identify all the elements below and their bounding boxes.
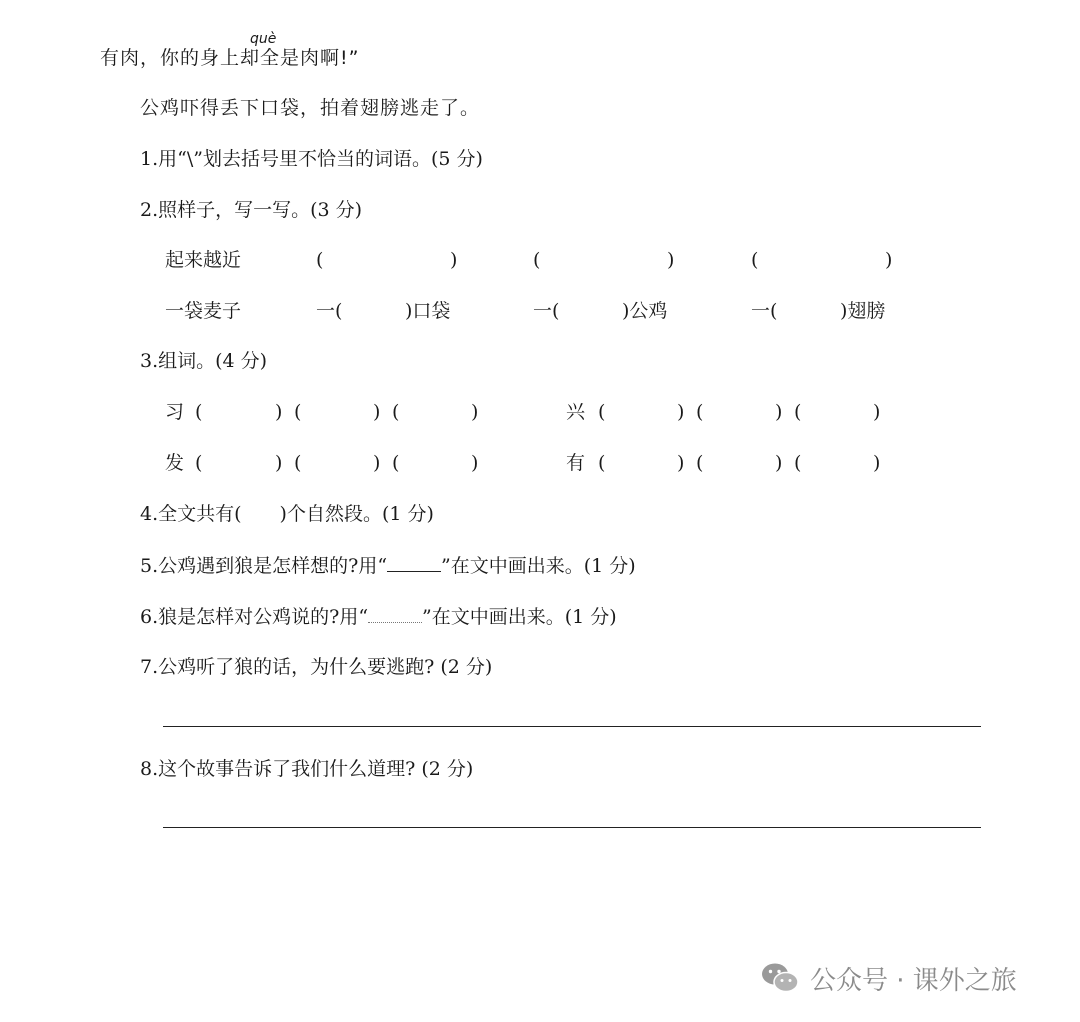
q3-paren: ) bbox=[471, 401, 479, 423]
q3-paren: ) bbox=[775, 401, 783, 423]
watermark-text: 公众号 · 课外之旅 bbox=[810, 965, 1017, 996]
answer-line-q7[interactable] bbox=[163, 726, 981, 727]
wavy-underline-sample bbox=[368, 604, 422, 623]
solid-underline-sample bbox=[387, 553, 441, 572]
q3-paren: ) bbox=[373, 401, 381, 423]
q2-blank-3-open: ( bbox=[751, 249, 759, 271]
q3-paren: ) bbox=[677, 401, 685, 423]
q3-paren: ( bbox=[696, 401, 704, 423]
q3-paren: ( bbox=[195, 401, 203, 423]
q3-paren: ) bbox=[677, 452, 685, 474]
q2-item-3-end: )翅膀 bbox=[840, 300, 886, 322]
q2-example-1: 起来越近 bbox=[165, 249, 242, 271]
question-6 bbox=[140, 604, 617, 629]
q3-paren: ) bbox=[275, 452, 283, 474]
q2-item-2-end: )公鸡 bbox=[622, 300, 668, 322]
q2-blank-3-close: ) bbox=[885, 249, 893, 271]
question-2: 2.照样子，写一写。(3 分) bbox=[140, 199, 363, 221]
q3-paren: ) bbox=[775, 452, 783, 474]
q3-paren: ) bbox=[471, 452, 479, 474]
question-7: 7.公鸡听了狼的话，为什么要逃跑? (2 分) bbox=[140, 656, 493, 678]
pinyin-annotation: què bbox=[250, 31, 277, 47]
q2-example-2: 一袋麦子 bbox=[165, 300, 242, 322]
q3-paren: ( bbox=[598, 452, 606, 474]
q2-item-1-end: )口袋 bbox=[405, 300, 451, 322]
question-5-prefix: 5.公鸡遇到狼是怎样想的?用“ bbox=[140, 555, 388, 577]
q3-char-xing: 兴 bbox=[566, 401, 586, 423]
q3-paren: ( bbox=[392, 401, 400, 423]
q3-char-you: 有 bbox=[566, 452, 586, 474]
q3-paren: ( bbox=[392, 452, 400, 474]
q2-item-1-start: 一( bbox=[316, 300, 343, 322]
answer-line-q8[interactable] bbox=[163, 827, 981, 828]
q2-item-3-start: 一( bbox=[751, 300, 778, 322]
q3-paren: ( bbox=[696, 452, 704, 474]
story-line-2: 公鸡吓得丢下口袋，拍着翅膀逃走了。 bbox=[140, 97, 481, 119]
watermark bbox=[760, 958, 1017, 998]
story-line-1: 有肉，你的身上却全是肉啊!” bbox=[100, 47, 360, 69]
q3-paren: ( bbox=[794, 452, 802, 474]
q3-paren: ( bbox=[294, 401, 302, 423]
q2-blank-1-open: ( bbox=[316, 249, 324, 271]
question-6-suffix: ”在文中画出来。(1 分) bbox=[422, 606, 617, 628]
question-5 bbox=[140, 553, 636, 578]
question-8: 8.这个故事告诉了我们什么道理? (2 分) bbox=[140, 758, 474, 780]
wechat-icon bbox=[760, 961, 800, 995]
q2-blank-2-open: ( bbox=[533, 249, 541, 271]
question-6-prefix: 6.狼是怎样对公鸡说的?用“ bbox=[140, 606, 369, 628]
question-3: 3.组词。(4 分) bbox=[140, 350, 268, 372]
q2-blank-2-close: ) bbox=[667, 249, 675, 271]
q3-char-xi: 习 bbox=[165, 401, 185, 423]
q3-paren: ( bbox=[195, 452, 203, 474]
q3-paren: ) bbox=[873, 401, 881, 423]
question-5-suffix: ”在文中画出来。(1 分) bbox=[441, 555, 636, 577]
q3-paren: ( bbox=[794, 401, 802, 423]
q3-char-fa: 发 bbox=[165, 452, 185, 474]
q3-paren: ( bbox=[598, 401, 606, 423]
q2-item-2-start: 一( bbox=[533, 300, 560, 322]
question-1: 1.用“\”划去括号里不恰当的词语。(5 分) bbox=[140, 148, 483, 170]
q3-paren: ) bbox=[275, 401, 283, 423]
question-4: 4.全文共有( )个自然段。(1 分) bbox=[140, 503, 434, 525]
q3-paren: ( bbox=[294, 452, 302, 474]
q3-paren: ) bbox=[373, 452, 381, 474]
q2-blank-1-close: ) bbox=[450, 249, 458, 271]
q3-paren: ) bbox=[873, 452, 881, 474]
